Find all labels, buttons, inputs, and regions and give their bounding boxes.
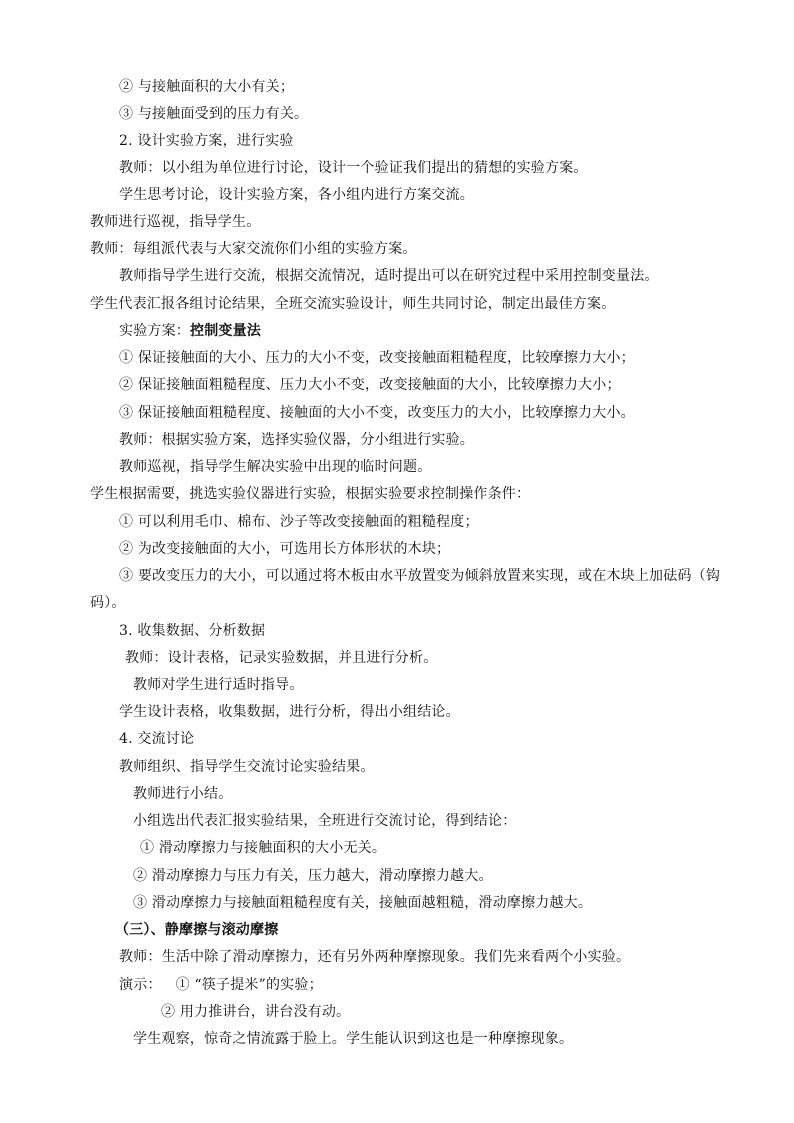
text-line: 学生设计表格，收集数据，进行分析，得出小组结论。 <box>119 704 460 720</box>
text-line: 学生根据需要，挑选实验仪器进行实验，根据实验要求控制操作条件： <box>90 486 531 502</box>
text-line: 码）。 <box>90 595 126 611</box>
text-line: ① 保证接触面的大小、压力的大小不变，改变接触面粗糙程度，比较摩擦力大小； <box>119 350 635 366</box>
text-line: 4. 交流讨论 <box>119 731 195 747</box>
text-line: ② 保证接触面粗糙程度、压力大小不变，改变接触面的大小，比较摩擦力大小； <box>119 377 621 393</box>
text-line: ② 滑动摩擦力与压力有关，压力越大，滑动摩擦力越大。 <box>133 868 493 884</box>
text-line: 教师进行巡视，指导学生。 <box>90 214 261 230</box>
text-line: 教师：生活中除了滑动摩擦力，还有另外两种摩擦现象。我们先来看两个小实验。 <box>119 949 631 965</box>
plan-label: 实验方案： <box>119 323 190 339</box>
text-line: 学生观察，惊奇之情流露于脸上。学生能认识到这也是一种摩擦现象。 <box>133 1031 574 1047</box>
text-line: 教师组织、指导学生交流讨论实验结果。 <box>119 759 375 775</box>
demo-item: ① “筷子提米”的实验； <box>175 977 323 993</box>
text-line: 教师：根据实验方案，选择实验仪器，分小组进行实验。 <box>119 432 474 448</box>
text-line: 学生代表汇报各组讨论结果，全班交流实验设计，师生共同讨论，制定出最佳方案。 <box>90 296 616 312</box>
demo-line <box>119 976 323 994</box>
text-line: ② 与接触面积的大小有关； <box>119 79 295 95</box>
text-line: ② 用力推讲台，讲台没有动。 <box>161 1004 351 1020</box>
text-line: ① 可以利用毛巾、棉布、沙子等改变接触面的粗糙程度； <box>119 514 479 530</box>
text-line: 教师指导学生进行交流，根据交流情况，适时提出可以在研究过程中采用控制变量法。 <box>119 268 659 284</box>
text-line: ③ 要改变压力的大小，可以通过将木板由水平放置变为倾斜放置来实现，或在木块上加砝码（钩 <box>119 568 721 584</box>
text-line: 教师进行小结。 <box>133 786 233 802</box>
text-line: 教师巡视，指导学生解决实验中出现的临时问题。 <box>119 459 432 475</box>
section-heading: （三）、静摩擦与滚动摩擦 <box>115 922 279 938</box>
text-line: 学生思考讨论，设计实验方案，各小组内进行方案交流。 <box>119 187 474 203</box>
demo-label: 演示： <box>119 977 162 993</box>
text-line: 教师：每组派代表与大家交流你们小组的实验方案。 <box>90 241 417 257</box>
text-line: ② 为改变接触面的大小，可选用长方体形状的木块； <box>119 541 451 557</box>
plan-method: 控制变量法 <box>190 323 261 339</box>
text-line: ③ 保证接触面粗糙程度、接触面的大小不变，改变压力的大小，比较摩擦力大小。 <box>119 405 635 421</box>
text-line: 教师：以小组为单位进行讨论，设计一个验证我们提出的猜想的实验方案。 <box>119 160 588 176</box>
text-line: 小组选出代表汇报实验结果，全班进行交流讨论，得到结论： <box>133 813 517 829</box>
text-line: ① 滑动摩擦力与接触面积的大小无关。 <box>140 840 387 856</box>
text-line: 教师对学生进行适时指导。 <box>133 677 304 693</box>
text-line: 3. 收集数据、分析数据 <box>119 623 266 639</box>
text-line: ③ 滑动摩擦力与接触面粗糙程度有关，接触面越粗糙，滑动摩擦力越大。 <box>133 895 593 911</box>
text-line: ③ 与接触面受到的压力有关。 <box>119 106 309 122</box>
text-line: 教师：设计表格，记录实验数据，并且进行分析。 <box>125 650 438 666</box>
text-line: 2. 设计实验方案，进行实验 <box>119 133 294 149</box>
plan-line <box>119 322 261 340</box>
